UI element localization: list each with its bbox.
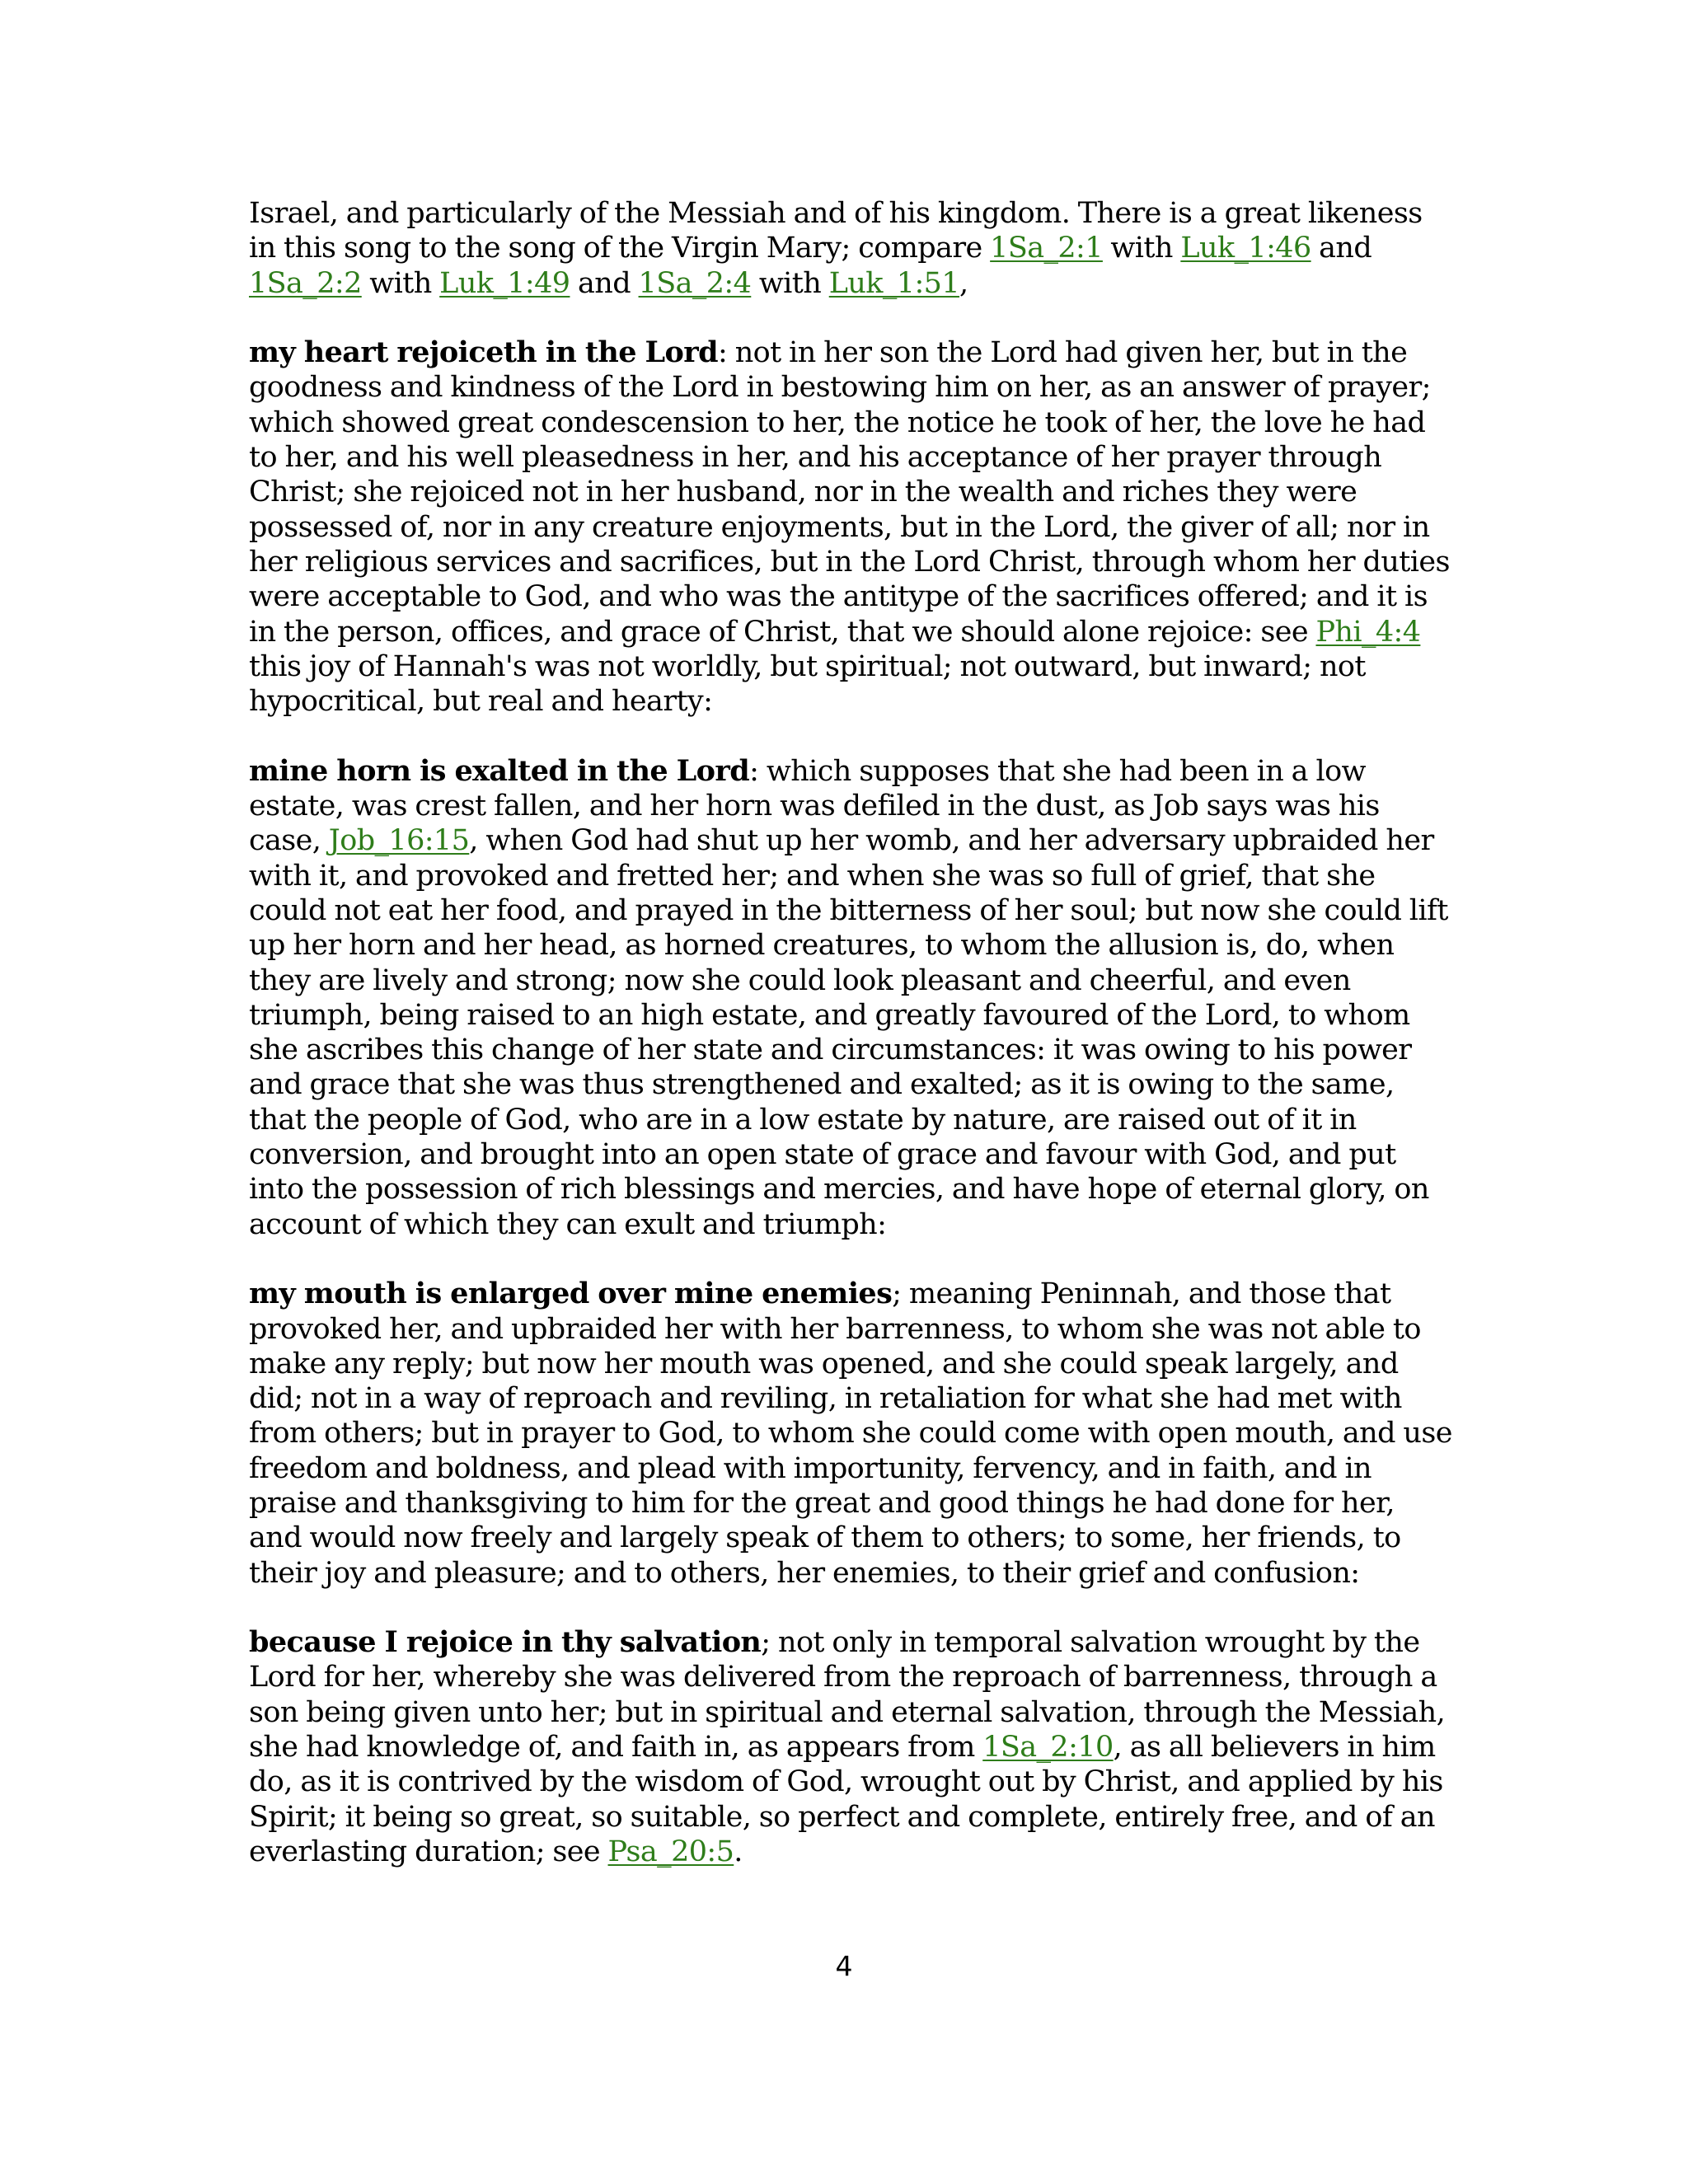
page-number: 4: [835, 1950, 853, 1982]
commentary-paragraph: [249, 335, 1452, 719]
scripture-reference-link[interactable]: Luk_1:46: [1180, 232, 1311, 265]
body-text: and: [1311, 232, 1372, 265]
body-text: Israel, and particularly of the Messiah and of his kingdom. There is a great likeness in this song to the song of the Virgin Mary; compare: [249, 197, 1423, 265]
scripture-reference-link[interactable]: Psa_20:5: [607, 1835, 734, 1868]
scripture-reference-link[interactable]: 1Sa_2:4: [638, 266, 752, 300]
body-text: , when God had shut up her womb, and her adversary upbraided her with it, and provoked and fretted her; and when she was so full of grief, that she could not eat her food, and prayed in the bitterness of her soul; but now she could lift up her horn and her head, as horned creatures, to whom the allusion is, do, when they are lively and strong; now she could look pleasant and cheerful, and even triumph, being raised to an high estate, and greatly favoured of the Lord, to whom she ascribes this change of her state and circumstances: it was owing to his power and grace that she was thus strengthened and exalted; as it is owing to the same, that the people of God, who are in a low estate by nature, are raised out of it in conversion, and brought into an open state of grace and favour with God, and put into the possession of rich blessings and mercies, and have hope of eternal glory, on account of which they can exult and triumph:: [249, 824, 1448, 1241]
body-text: : not in her son the Lord had given her, but in the goodness and kindness of the Lord in bestowing him on her, as an answer of prayer; which showed great condescension to her, the notice he took of her, the love he had to her, and his well pleasedness in her, and his acceptance of her prayer through Christ; she rejoiced not in her husband, nor in the wealth and riches they were possessed of, nor in any creature enjoyments, but in the Lord, the giver of all; nor in her religious services and sacrifices, but in the Lord Christ, through whom her duties were acceptable to God, and who was the antitype of the sacrifices offered; and it is in the person, offices, and grace of Christ, that we should alone rejoice: see: [249, 336, 1450, 649]
commentary-paragraph: [249, 1625, 1452, 1869]
body-text: with: [1102, 232, 1181, 265]
body-text: .: [734, 1835, 743, 1868]
scripture-reference-link[interactable]: Job_16:15: [328, 824, 470, 858]
scripture-reference-link[interactable]: Luk_1:51: [828, 266, 960, 300]
body-text: ; meaning Peninnah, and those that provoked her, and upbraided her with her barrenness, to whom she was not able to make any reply; but now her mouth was opened, and she could speak largely, and did; not in a way of reproach and reviling, in retaliation for what she had met with from others; but in prayer to God, to whom she could come with open mouth, and use freedom and boldness, and plead with importunity, fervency, and in faith, and in praise and thanksgiving to him for the great and good things he had done for her, and would now freely and largely speak of them to others; to some, her friends, to their joy and pleasure; and to others, her enemies, to their grief and confusion:: [249, 1277, 1452, 1590]
body-text: : which supposes that she had been in a low estate, was crest fallen, and her horn was defiled in the dust, as Job says was his case,: [249, 754, 1380, 858]
verse-phrase-heading: my mouth is enlarged over mine enemies: [249, 1277, 893, 1311]
scripture-reference-link[interactable]: Phi_4:4: [1315, 615, 1421, 649]
body-text: ,: [959, 266, 968, 300]
body-text: ; not only in temporal salvation wrought by the Lord for her, whereby she was delivered from the reproach of barrenness, through a son being given unto her; but in spiritual and eternal salvation, through the Messiah, she had knowledge of, and faith in, as appears from: [249, 1626, 1446, 1765]
commentary-text: [249, 196, 1452, 1869]
scripture-reference-link[interactable]: 1Sa_2:10: [982, 1731, 1114, 1765]
scripture-reference-link[interactable]: 1Sa_2:1: [990, 232, 1103, 265]
verse-phrase-heading: my heart rejoiceth in the Lord: [249, 335, 718, 370]
body-text: this joy of Hannah's was not worldly, but spiritual; not outward, but inward; not hypocritical, but real and hearty:: [249, 649, 1366, 719]
commentary-paragraph: [249, 754, 1452, 1242]
scripture-reference-link[interactable]: 1Sa_2:2: [249, 266, 362, 300]
body-text: with: [361, 266, 440, 300]
verse-phrase-heading: because I rejoice in thy salvation: [249, 1625, 762, 1660]
commentary-paragraph: [249, 1277, 1452, 1591]
commentary-paragraph: [249, 196, 1452, 301]
body-text: and: [570, 266, 639, 300]
verse-phrase-heading: mine horn is exalted in the Lord: [249, 753, 750, 788]
scripture-reference-link[interactable]: Luk_1:49: [439, 266, 570, 300]
body-text: , as all believers in him do, as it is contrived by the wisdom of God, wrought out by Christ, and applied by his Spirit; it being so great, so suitable, so perfect and complete, entirely free, and of an everlasting duration; see: [249, 1731, 1443, 1868]
body-text: with: [751, 266, 829, 300]
